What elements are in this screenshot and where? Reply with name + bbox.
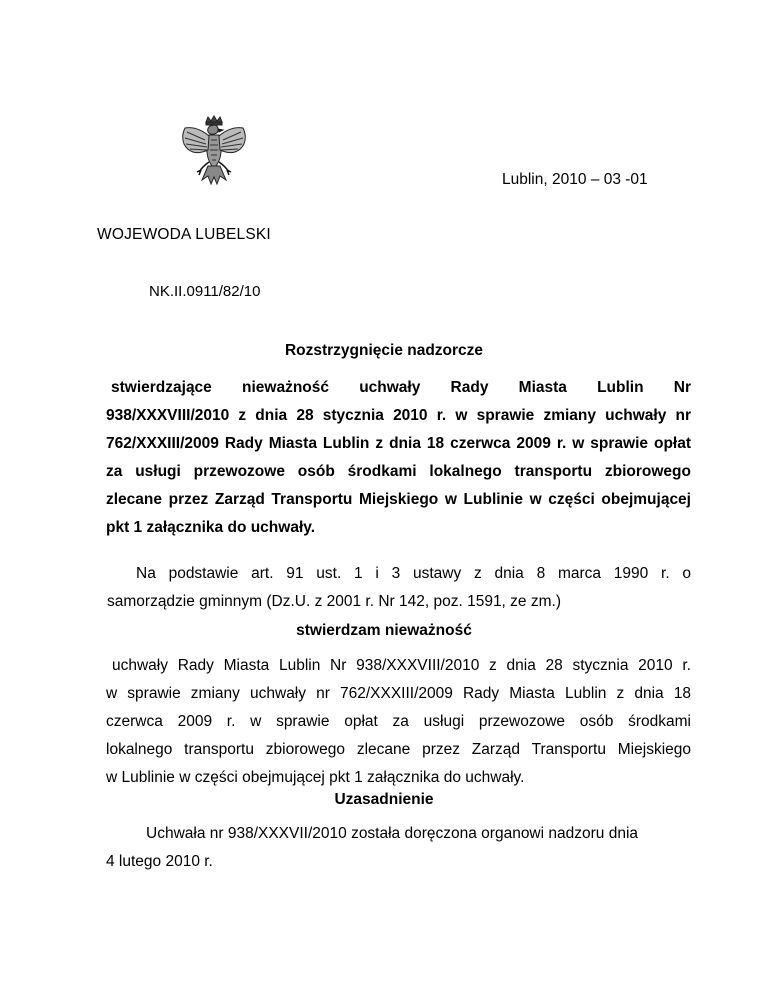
reference-number: NK.II.0911/82/10 <box>149 283 261 300</box>
decision-heading: stwierdzam nieważność <box>296 622 472 639</box>
legal-basis <box>107 560 691 616</box>
subject-rest: 938/XXXVIII/2010 z dnia 28 stycznia 2010 r. w sprawie zmiany uchwały nr 762/XXXIII/2009 Rady Miasta Lublin z dnia 18 czerwca 2009 r. w sprawie opłat za usługi przewozowe osób środkami lokalnego transportu zbiorowego zlecane przez Zarząd Transportu Miejskiego w Lublinie w części obejmującej pkt 1 załącznika do uchwały. <box>106 407 691 536</box>
issuer-name: WOJEWODA LUBELSKI <box>97 226 271 243</box>
justification-line-2: 4 lutego 2010 r. <box>106 853 213 870</box>
polish-eagle-emblem-icon <box>175 114 253 192</box>
legal-basis-line-1: Na podstawie art. 91 ust. 1 i 3 ustawy z dnia 8 marca 1990 r. o <box>136 565 691 582</box>
subject-line-1: stwierdzające nieważność uchwały Rady Miasta Lublin Nr <box>111 379 691 396</box>
justification-line-1: Uchwała nr 938/XXXVII/2010 została doręczona organowi nadzoru dnia <box>146 825 639 842</box>
justification-body <box>106 820 691 876</box>
legal-basis-line-2: samorządzie gminnym (Dz.U. z 2001 r. Nr 142, poz. 1591, ze zm.) <box>107 593 561 610</box>
decision-body <box>106 652 691 792</box>
justification-heading: Uzasadnienie <box>334 791 434 808</box>
decision-line: w Lublinie w części obejmującej pkt 1 załącznika do uchwały. <box>106 769 525 786</box>
decision-subject <box>106 374 691 542</box>
document-title: Rozstrzygnięcie nadzorcze <box>284 342 484 359</box>
decision-line: uchwały Rady Miasta Lublin Nr 938/XXXVIII/2010 z dnia 28 stycznia 2010 r. <box>112 657 691 674</box>
decision-line: czerwca 2009 r. w sprawie opłat za usługi przewozowe osób środkami <box>106 713 691 730</box>
document-date: Lublin, 2010 – 03 -01 <box>502 171 648 188</box>
decision-line: w sprawie zmiany uchwały nr 762/XXXIII/2009 Rady Miasta Lublin z dnia 18 <box>106 685 691 702</box>
decision-line: lokalnego transportu zbiorowego zlecane przez Zarząd Transportu Miejskiego <box>106 741 691 758</box>
